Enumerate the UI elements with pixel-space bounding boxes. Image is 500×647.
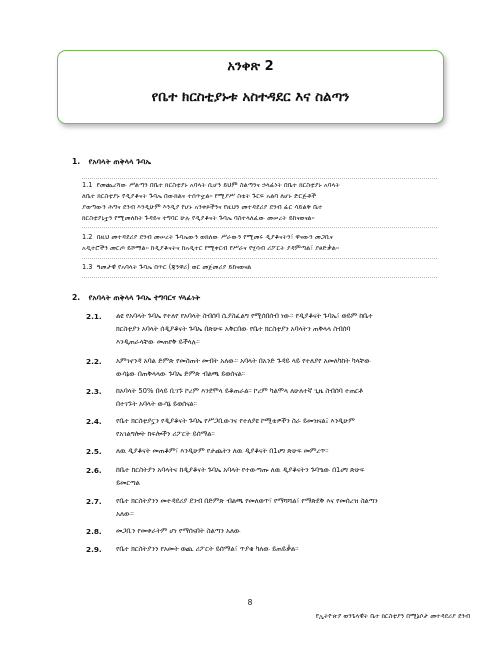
item-2-9	[86, 543, 441, 556]
text-line: የአገልግሎት ክፍሎችን ሪፖርት ይሰማል።	[116, 430, 215, 438]
text-line: እንዲጠራላቸው መጠየቅ ይችላሉ።	[116, 338, 200, 346]
text-line: መጋቢን የመቀራትም ሆነ የማሰናበት ስልጣን አለው	[116, 527, 241, 535]
section-1-heading	[72, 157, 151, 167]
text-line: ለቤተ ክርስቲያኑ የዲያቆናት ጉባኤ በውክልና ተሰጥቷል። የሚያሥ ስቴት ጉርፍ አልባ ለሆኑ ድርጅቶች	[82, 192, 317, 200]
item-2-2	[86, 355, 441, 381]
text-line: ልዩ የአባላት ጉባኤ የተለየ የአባላት ስብሰባ ሲያስፈልግ የሚሰበሰብ ነው። የዲያቆናት ጉባኤ፣ ወይም ከቤተ	[116, 312, 373, 320]
text-line: ከቤተ ክርስትያን አባላትና ከዲያቆናት ጉባኤ አባላት የተውጣጡ ለዉ ዲያቆናትን ጉባዔው በ1ሀግ ጽሁፍ	[116, 466, 365, 474]
item-2-4	[86, 415, 441, 441]
text-line: የቤተ ክርስትያንን መተዳደሪያ ደንብ በድምጽ ብልጫ የመለወጥ፣ የማሻሻል፣ የማጽደቅ እና የመሰረዝ ስልጣን	[116, 497, 378, 505]
text-line: አምገኖንዳ አባል ድምጽ የመስጠት መብት አለው። አባላት በአንድ ጉዳይ ላይ የተለያየ አመለካከት ካላቸው	[116, 357, 371, 365]
item-2-1	[86, 310, 441, 349]
text-line: በተገኙት አባላት ውሳኔ ይወሰናል።	[116, 400, 197, 408]
page-number: 8	[247, 598, 253, 607]
text-line: ያወጣውን ሕግና ደንብ እንዲሁም እንዲያ የሆኑ አንቀጾችንና የዚህን መተዳደሪያ ደንብ ፊር ሳይልቅ ቤተ	[82, 203, 323, 211]
section-number: 1.	[72, 157, 81, 166]
text-line: የቤተ ክርስትያንን የአመት ወጪ ሪፖርት ይሰማል፣ ጥያቄ ካለው ይጠይቃል።	[116, 545, 299, 553]
text-line: አለው።	[116, 510, 134, 518]
item-2-8	[86, 525, 441, 538]
subsection-number: 1.3	[82, 263, 93, 271]
text-line: ከአባላት 50% በላይ ቢገኙ ኮረም እንደሞላ ይቆጠራል። ኮረም ካልሞላ ለሁለተኛ ጊዜ ስብሰባ ተጠርቶ	[116, 387, 363, 395]
item-number: 2.9.	[86, 545, 102, 554]
text-line: ይመርጣል	[116, 479, 140, 487]
subsection-number: 1.2	[82, 233, 93, 241]
item-number: 2.4.	[86, 417, 102, 426]
item-number: 2.3.	[86, 387, 102, 396]
item-number: 2.5.	[86, 447, 102, 456]
text-line: የቤተ ክርስቲያኗን የዲያቆናት ጉባኤ የሥጋቢውንና የተለያዩ ኮሚቴዎችን ስራ ይመዝናል፤ እንዲሁም	[116, 417, 355, 425]
footer-text: የኢትዮጵያ ወንጌላዊት ቤተ ክርስቲያን በሚኔሶታ መተዳደሪያ ደንብ	[315, 612, 470, 620]
text-line: ክርስቲያን አባላት ሰዲያቆናት ጉባኤ በጽሁፍ አቅርበው የቤተ ክርስቲያን አባላትን ጠቅላላ ስብሰባ	[116, 325, 351, 333]
divider	[82, 227, 437, 228]
item-number: 2.7.	[86, 497, 102, 506]
subsection-1-1	[82, 180, 437, 224]
divider	[82, 258, 437, 259]
text-line: ለዉ ዲያቆናት መጠቆም፣ እንዲሁም የታጨትን ለዉ ዲያቆናት በ1ሀግ ጽሁፍ መምረጥ።	[116, 447, 329, 455]
text-line: በዚህ መተዳደሪያ ደንብ መሠረት ጉባኤውን ወክለው ሥራውን የሚመሩ ዲያቆናትን፣ ዋናውን መጋቢና	[96, 233, 334, 241]
text-line: አዲተሮችን መርጦ ይሾማል። ከዲያቆናትና ከአዲተር የሚቀርብ የሥራና የሂሳብ ሪፖርት ያዳምጣል፣ ያፀድቃል።	[82, 244, 340, 252]
section-number: 2.	[72, 293, 81, 302]
divider	[82, 277, 437, 278]
subsection-1-3	[82, 262, 437, 273]
section-2-heading	[72, 293, 200, 303]
item-number: 2.1.	[86, 312, 102, 321]
item-2-3	[86, 385, 441, 411]
text-line: ዓመታዊ የአባላት ጉባኤ በጥር (ጃንዋሪ) ወር መጀመሪያ ይከናወናል	[96, 263, 252, 271]
subsection-1-2	[82, 232, 437, 254]
item-number: 2.2.	[86, 357, 102, 366]
divider	[82, 178, 437, 179]
item-number: 2.6.	[86, 466, 102, 475]
chapter-header-box	[57, 50, 444, 124]
chapter-label: አንቀጽ 2	[227, 59, 274, 74]
item-2-7	[86, 495, 441, 521]
text-line: የመጨረሻው ሥልጣን በቤተ ክርስቲያኑ አባላት ሲሆን ይህም ስልጣንና ኃላፊነት በቤተ ክርስቲያኑ አባላት	[96, 181, 340, 189]
item-2-5	[86, 445, 441, 458]
chapter-title: የቤተ ክርስቲያኑቱ አስተዳደር እና ስልጣን	[151, 89, 350, 105]
item-2-6	[86, 464, 441, 490]
section-title: የአባላት ጠቅላላ ጉባኤ ተግባርና ሃላፊነት	[88, 293, 201, 302]
item-number: 2.8.	[86, 527, 102, 536]
text-line: ውሳኔው በጠቅላላው ጉባኤ ድምጽ ብልጫ ይወሰናል።	[116, 370, 245, 378]
subsection-number: 1.1	[82, 181, 93, 189]
section-title: የአባላት ጠቅላላ ጉባኤ	[88, 157, 152, 166]
text-line: ክርስቲያኒቷን የሚመለከት ጉዳይና ተግባር ሁሉ የዲያቆናት ጉባኤ ባስተላለፈው መሠረት ይከናወናል።	[82, 214, 315, 222]
